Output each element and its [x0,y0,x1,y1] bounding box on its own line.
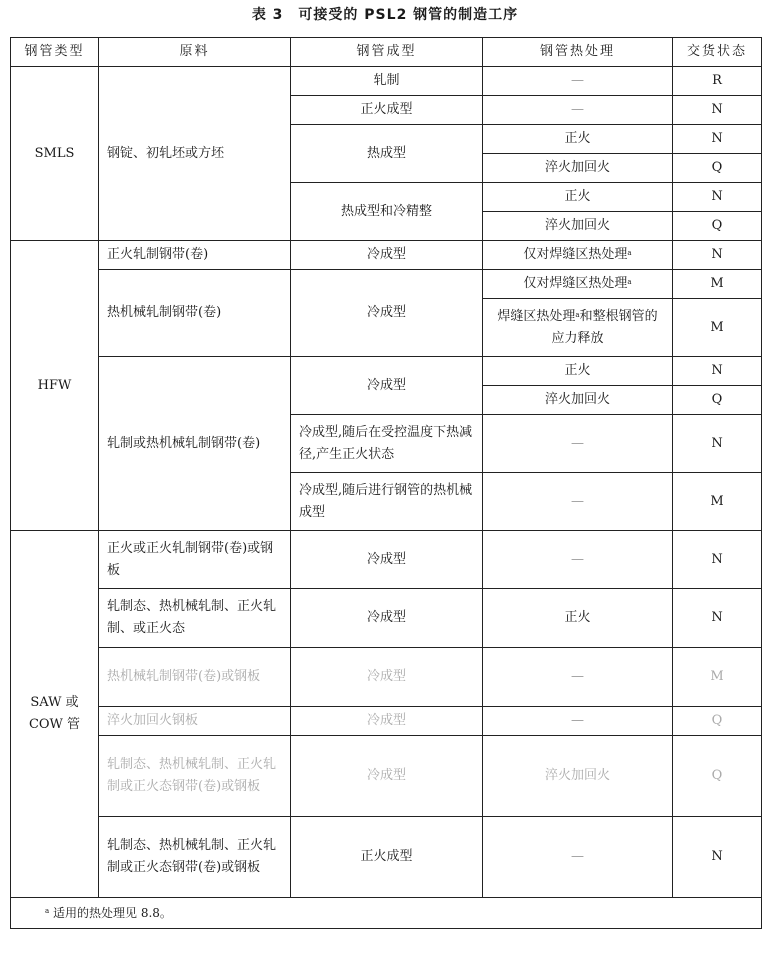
forming-cell: 热成型 [291,125,483,183]
material-cell: 热机械轧制钢带(卷) [99,270,291,357]
heat-treatment-cell: — [483,67,673,96]
footnote-cell [11,898,762,929]
delivery-cell: N [673,125,762,154]
heat-treatment-cell: — [483,473,673,531]
heat-treatment-cell [483,299,673,357]
manufacturing-process-table [10,37,762,929]
pipe-type-saw: SAW 或 COW 管 [11,531,99,898]
forming-cell: 冷成型 [291,241,483,270]
pipe-type-hfw: HFW [11,241,99,531]
heat-treatment-cell: 淬火加回火 [483,212,673,241]
forming-cell: 冷成型 [291,357,483,415]
forming-cell: 轧制 [291,67,483,96]
table-row [11,67,762,96]
material-cell: 淬火加回火钢板 [99,707,291,736]
forming-cell: 冷成型 [291,707,483,736]
delivery-cell: Q [673,386,762,415]
delivery-cell: N [673,96,762,125]
heat-treatment-cell: 正火 [483,125,673,154]
table-row [11,707,762,736]
delivery-cell: N [673,531,762,589]
heat-treatment-cell: 淬火加回火 [483,154,673,183]
heat-treatment-text: 仅对焊缝区热处理 [523,247,628,262]
material-cell: 钢锭、初轧坯或方坯 [99,67,291,241]
material-cell: 轧制态、热机械轧制、正火轧制或正火态钢带(卷)或钢板 [99,817,291,898]
footnote-row [11,898,762,929]
table-row [11,736,762,817]
table-title: 表 3 可接受的 PSL2 钢管的制造工序 [251,7,519,23]
heat-treatment-cell [483,241,673,270]
forming-cell: 正火成型 [291,96,483,125]
forming-cell: 冷成型,随后在受控温度下热减径,产生正火状态 [291,415,483,473]
table-row [11,241,762,270]
forming-cell: 冷成型 [291,270,483,357]
table-row [11,357,762,386]
table-row [11,531,762,589]
delivery-cell: M [673,648,762,707]
material-cell: 轧制态、热机械轧制、正火轧制或正火态钢带(卷)或钢板 [99,736,291,817]
delivery-cell: Q [673,736,762,817]
heat-treatment-cell: 正火 [483,357,673,386]
material-cell: 轧制或热机械轧制钢带(卷) [99,357,291,531]
heat-treatment-cell: 正火 [483,183,673,212]
footnote-text: 适用的热处理见 8.8。 [53,906,172,920]
header-material: 原料 [99,38,291,67]
heat-treatment-cell: 淬火加回火 [483,736,673,817]
delivery-cell: N [673,357,762,386]
delivery-cell: N [673,817,762,898]
material-cell: 热机械轧制钢带(卷)或钢板 [99,648,291,707]
delivery-cell: M [673,270,762,299]
forming-cell: 冷成型 [291,648,483,707]
delivery-cell: N [673,589,762,648]
table-row [11,648,762,707]
forming-cell: 冷成型,随后进行钢管的热机械成型 [291,473,483,531]
forming-cell: 冷成型 [291,531,483,589]
heat-treatment-text: 和整根钢管的应力释放 [551,308,658,346]
forming-cell: 热成型和冷精整 [291,183,483,241]
footnote-marker: a [627,278,632,286]
heat-treatment-cell: — [483,648,673,707]
heat-treatment-cell: — [483,531,673,589]
table-row [11,589,762,648]
heat-treatment-cell: — [483,817,673,898]
table-row [11,270,762,299]
delivery-cell: R [673,67,762,96]
delivery-cell: M [673,299,762,357]
footnote-marker: a [45,907,50,915]
header-delivery-condition: 交货状态 [673,38,762,67]
delivery-cell: N [673,241,762,270]
header-forming: 钢管成型 [291,38,483,67]
delivery-cell: N [673,183,762,212]
header-heat-treatment: 钢管热处理 [483,38,673,67]
delivery-cell: M [673,473,762,531]
heat-treatment-text: 焊缝区热处理 [497,308,576,324]
heat-treatment-text: 仅对焊缝区热处理 [523,276,628,291]
delivery-cell: Q [673,707,762,736]
material-cell: 正火轧制钢带(卷) [99,241,291,270]
heat-treatment-cell [483,270,673,299]
heat-treatment-cell: — [483,96,673,125]
header-pipe-type: 钢管类型 [11,38,99,67]
delivery-cell: Q [673,212,762,241]
forming-cell: 冷成型 [291,589,483,648]
table-header-row [11,38,762,67]
pipe-type-smls: SMLS [11,67,99,241]
material-cell: 轧制态、热机械轧制、正火轧制、或正火态 [99,589,291,648]
forming-cell: 正火成型 [291,817,483,898]
heat-treatment-cell: — [483,415,673,473]
footnote-marker: a [627,249,632,257]
heat-treatment-cell: — [483,707,673,736]
footnote-marker: a [575,310,580,319]
material-cell: 正火或正火轧制钢带(卷)或钢板 [99,531,291,589]
delivery-cell: N [673,415,762,473]
heat-treatment-cell: 正火 [483,589,673,648]
table-row [11,817,762,898]
heat-treatment-cell: 淬火加回火 [483,386,673,415]
delivery-cell: Q [673,154,762,183]
forming-cell: 冷成型 [291,736,483,817]
